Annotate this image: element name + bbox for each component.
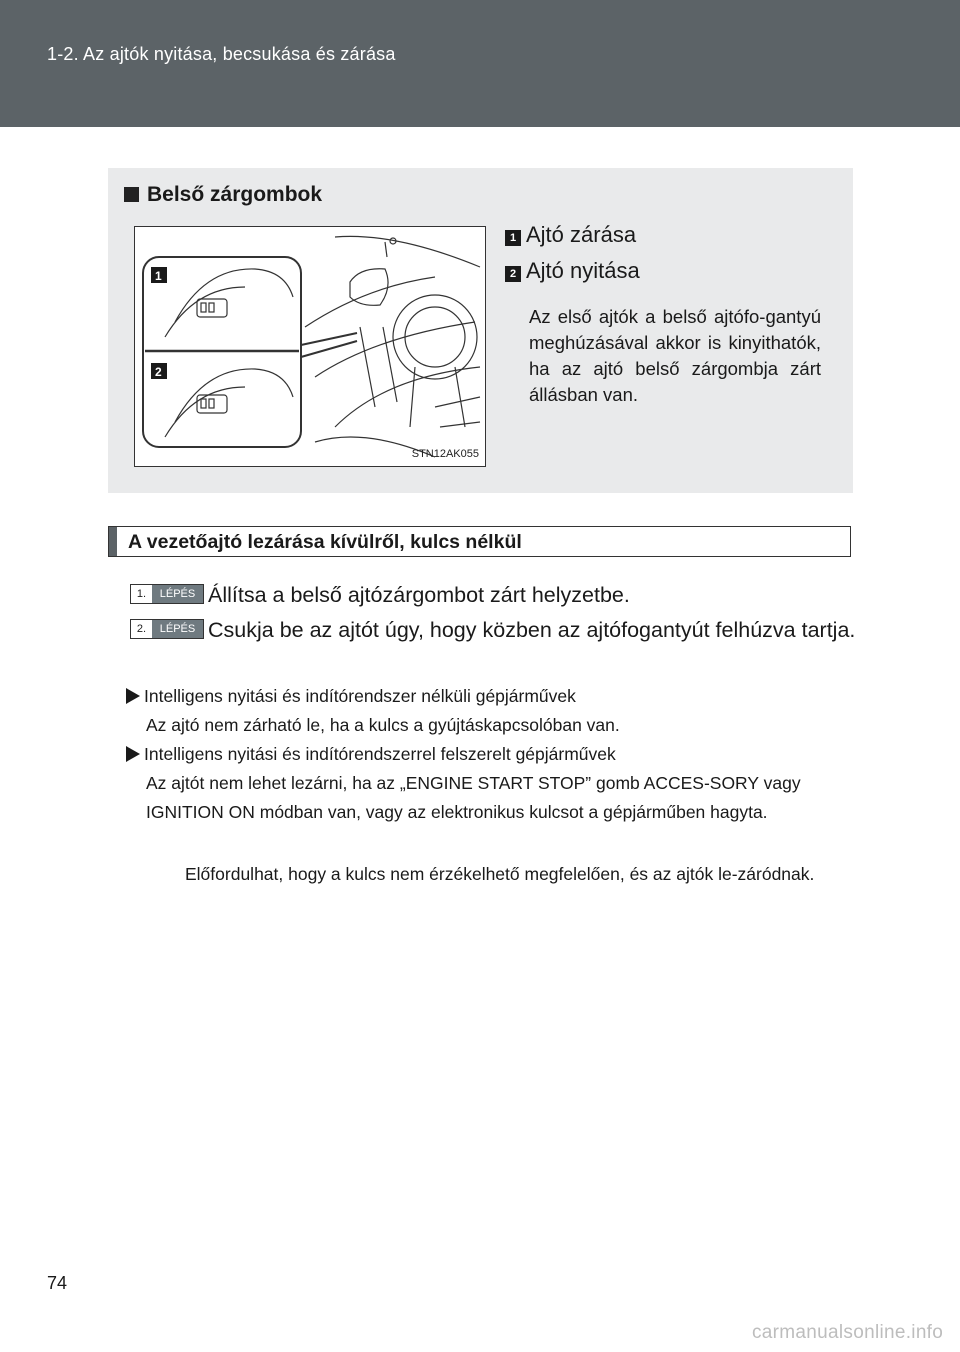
section-heading (108, 526, 851, 557)
legend-number-badge: 1 (505, 230, 521, 246)
note-paragraph: Előfordulhat, hogy a kulcs nem érzékelhető megfelelően, és az ajtók le-záródnak. (185, 864, 815, 884)
square-bullet-icon (124, 187, 139, 202)
svg-text:2: 2 (155, 365, 162, 379)
door-lock-illustration (134, 226, 486, 467)
legend-number-badge: 2 (505, 266, 521, 282)
step-number: 1. (131, 585, 152, 603)
bullet-1-text: Az ajtó nem zárható le, ha a kulcs a gyújtáskapcsolóban van. (146, 715, 620, 735)
box-note: Az első ajtók a belső ajtófo-gantyú meghúzásával akkor is kinyithatók, ha az ajtó belső zárgombja zárt állásban van. (529, 306, 821, 405)
legend-item-lock (505, 222, 636, 248)
legend-item-unlock (505, 258, 640, 284)
info-box (108, 168, 853, 493)
bullet-title-text: Intelligens nyitási és indítórendszer nélküli gépjárművek (144, 686, 576, 706)
page-header (0, 0, 960, 127)
legend-label: Ajtó zárása (526, 222, 637, 247)
bullet-1-title (126, 682, 576, 711)
bullet-title-text: Intelligens nyitási és indítórendszerrel felszerelt gépjárművek (144, 744, 616, 764)
illustration-code: STN12AK055 (411, 448, 479, 460)
section-title: A vezetőajtó lezárása kívülről, kulcs nélkül (128, 531, 522, 553)
bullet-2-text: Az ajtót nem lehet lezárni, ha az „ENGINE START STOP” gomb ACCES-SORY vagy IGNITION ON módban van, vagy az elektronikus kulcsot a gépjárműben hagyta. (146, 773, 801, 822)
watermark: carmanualsonline.info (752, 1322, 944, 1343)
step-badge (130, 584, 204, 604)
triangle-bullet-icon (126, 746, 140, 762)
legend-label: Ajtó nyitása (526, 258, 640, 283)
step-number: 2. (131, 620, 152, 638)
box-heading-text: Belső zárgombok (147, 183, 323, 206)
bullet-2-title (126, 740, 616, 769)
section-accent (109, 527, 117, 556)
chapter-title: 1-2. Az ajtók nyitása, becsukása és zárása (47, 44, 396, 64)
svg-text:1: 1 (155, 269, 162, 283)
step-word: LÉPÉS (152, 620, 203, 638)
step-badge (130, 619, 204, 639)
box-heading (124, 183, 322, 207)
step-word: LÉPÉS (152, 585, 203, 603)
triangle-bullet-icon (126, 688, 140, 704)
page-number: 74 (47, 1273, 68, 1293)
step-text: Állítsa a belső ajtózárgombot zárt helyzetbe. (208, 583, 630, 607)
step-text: Csukja be az ajtót úgy, hogy közben az ajtófogantyút felhúzva tartja. (208, 618, 856, 642)
car-interior-drawing (135, 227, 486, 467)
